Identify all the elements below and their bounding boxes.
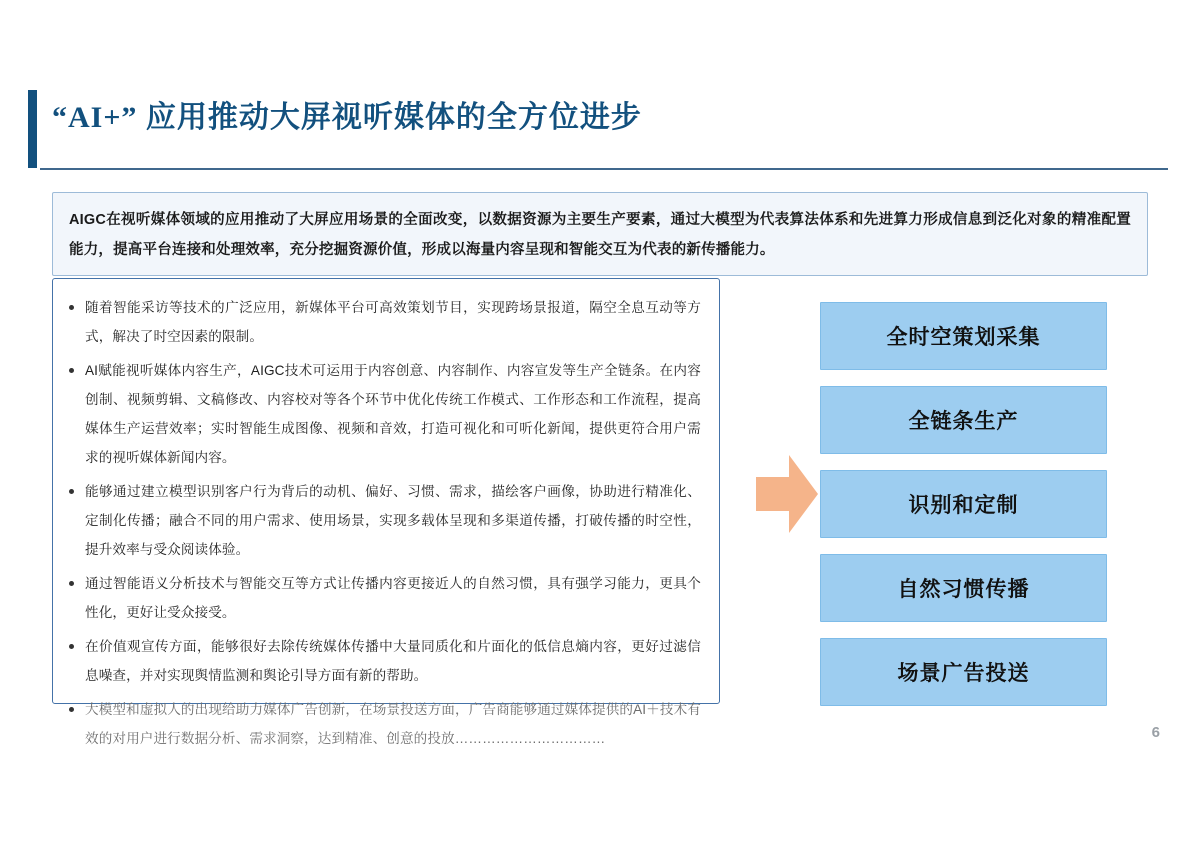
capability-box [820, 554, 1107, 622]
summary-callout [52, 192, 1148, 276]
list-item: 在价值观宣传方面，能够很好去除传统媒体传播中大量同质化和片面化的低信息熵内容，更好过滤信息噪查，并对实现舆情监测和舆论引导方面有新的帮助。 [67, 632, 701, 690]
title-accent-bar [28, 90, 37, 168]
capability-label: 自然习惯传播 [897, 578, 1030, 601]
list-item: 随着智能采访等技术的广泛应用，新媒体平台可高效策划节目，实现跨场景报道，隔空全息互动等方式，解决了时空因素的限制。 [67, 293, 701, 351]
title-row [52, 95, 1152, 165]
page-number: 6 [1151, 724, 1160, 741]
capability-label: 全链条生产 [908, 410, 1019, 433]
capability-label: 全时空策划采集 [886, 326, 1041, 349]
title-divider [40, 168, 1168, 170]
capability-box [820, 302, 1107, 370]
capability-box [820, 638, 1107, 706]
list-item: 大模型和虚拟人的出现给助力媒体广告创新，在场景投送方面，广告商能够通过媒体提供的AI＋技术有效的对用户进行数据分析、需求洞察，达到精准、创意的投放…………………………… [67, 695, 701, 753]
bullet-panel [52, 278, 720, 746]
capability-box-stack [820, 302, 1107, 722]
list-item: 能够通过建立模型识别客户行为背后的动机、偏好、习惯、需求，描绘客户画像，协助进行精准化、定制化传播；融合不同的用户需求、使用场景，实现多载体呈现和多渠道传播，打破传播的时空性，提升效率与受众阅读体验。 [67, 477, 701, 564]
summary-text: AIGC在视听媒体领域的应用推动了大屏应用场景的全面改变，以数据资源为主要生产要素，通过大模型为代表算法体系和先进算力形成信息到泛化对象的精准配置能力，提高平台连接和处理效率，充分挖掘资源价值，形成以海量内容呈现和智能交互为代表的新传播能力。 [69, 212, 1131, 258]
list-item: AI赋能视听媒体内容生产，AIGC技术可运用于内容创意、内容制作、内容宣发等生产全链条。在内容创制、视频剪辑、文稿修改、内容校对等各个环节中优化传统工作模式、工作形态和工作流程，提高媒体生产运营效率；实时智能生成图像、视频和音效，打造可视化和可听化新闻，提供更符合用户需求的视听媒体新闻内容。 [67, 356, 701, 472]
bullet-list [67, 293, 701, 753]
capability-label: 识别和定制 [908, 494, 1019, 517]
capability-box [820, 470, 1107, 538]
right-arrow-icon [756, 455, 818, 533]
capability-label: 场景广告投送 [897, 662, 1030, 685]
list-item: 通过智能语义分析技术与智能交互等方式让传播内容更接近人的自然习惯，具有强学习能力，更具个性化，更好让受众接受。 [67, 569, 701, 627]
page-title: “AI+” 应用推动大屏视听媒体的全方位进步 [52, 101, 642, 134]
capability-box [820, 386, 1107, 454]
